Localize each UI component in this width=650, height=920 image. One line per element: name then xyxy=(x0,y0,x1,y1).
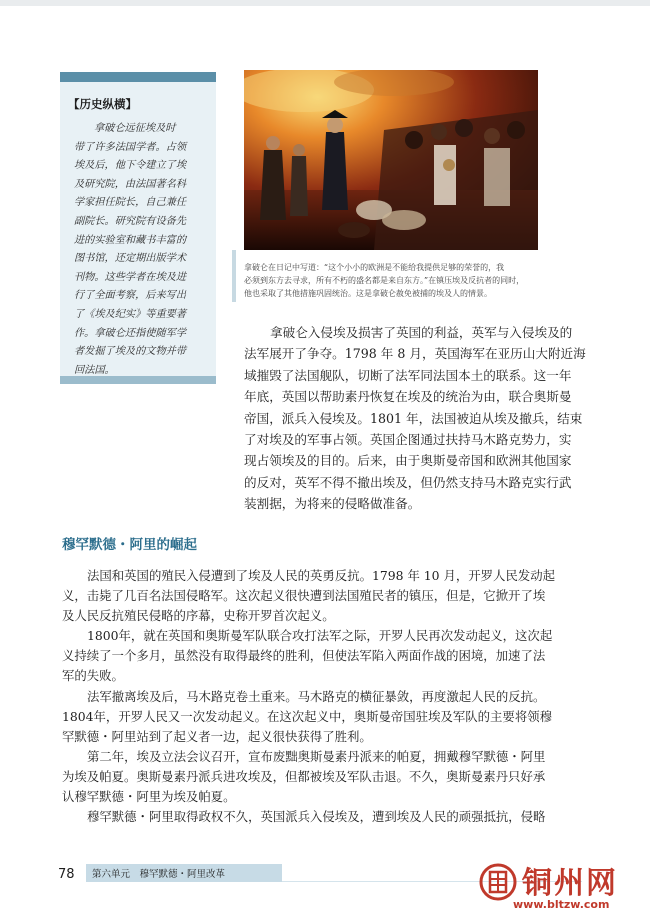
caption-line: 必须到东方去寻求，所有不朽的盛名都是来自东方。”在镇压埃及反抗者的同时， xyxy=(244,276,525,285)
sidebar-line: 及研究院，由法国著名科 xyxy=(74,178,187,190)
sidebar-bottom-bar xyxy=(60,376,216,384)
body-line: 及人民反抗殖民侵略的序幕，史称开罗首次起义。 xyxy=(62,608,335,624)
body-line: 罕默德・阿里站到了起义者一边，起义很快获得了胜利。 xyxy=(62,728,372,744)
paragraph-line: 装割据，为将来的侵略做准备。 xyxy=(244,496,421,512)
paragraph-line: 年底，英国以帮助素丹恢复在埃及的统治为由，联合奥斯曼 xyxy=(244,389,572,405)
sidebar-line: 带了许多法国学者。占领 xyxy=(74,141,187,153)
sidebar-line: 刊物。这些学者在埃及进 xyxy=(74,271,187,283)
paragraph-british-french-rivalry xyxy=(244,322,586,515)
paragraph-line: 域摧毁了法国舰队，切断了法军同法国本土的联系。这一年 xyxy=(244,367,572,383)
paragraph-line: 的反对，英军不得不撤出埃及，但仍然支持马木路克实行武 xyxy=(244,474,572,490)
sidebar-line: 副院长。研究院有设备先 xyxy=(74,215,187,227)
page-top-shade xyxy=(0,0,650,6)
paragraph-line: 法军展开了争夺。1798 年 8 月，英国海军在亚历山大附近海 xyxy=(244,346,586,362)
sidebar-line: 了《埃及纪实》等重要著 xyxy=(74,308,187,320)
watermark-logo-icon xyxy=(478,862,518,902)
figure-caption xyxy=(244,261,564,300)
page-number: 78 xyxy=(58,867,75,882)
paragraph-line: 现占领埃及的目的。后来，由于奥斯曼帝国和欧洲其他国家 xyxy=(244,453,572,469)
sidebar-line: 进的实验室和藏书丰富的 xyxy=(74,234,187,246)
body-line: 法国和英国的殖民入侵遭到了埃及人民的英勇反抗。1798 年 10 月，开罗人民发动起 xyxy=(87,568,556,583)
watermark-url: www.bltzw.com xyxy=(513,898,610,911)
sidebar-line: 图书馆，还定期出版学术 xyxy=(74,253,187,265)
paragraph-line: 拿破仑入侵埃及损害了英国的利益，英军与入侵埃及的 xyxy=(270,325,573,340)
paragraph-line: 帝国，派兵入侵埃及。1801 年，法国被迫从埃及撤兵，结束 xyxy=(244,410,583,426)
caption-line: 拿破仑在日记中写道：“这个小小的欧洲是不能给我提供足够的荣誉的，我 xyxy=(244,263,505,272)
sidebar-line: 埃及后，他下令建立了埃 xyxy=(74,160,187,172)
sidebar-text xyxy=(74,120,208,380)
body-line: 军的失败。 xyxy=(62,668,124,684)
sidebar-line: 拿破仑远征埃及时 xyxy=(94,123,176,134)
footer-unit-label: 第六单元 穆罕默德・阿里改革 xyxy=(92,869,226,880)
section-body xyxy=(62,566,588,827)
body-line: 1804年，开罗人民又一次发动起义。在这次起义中，奥斯曼帝国驻埃及军队的主要将领穆 xyxy=(62,708,552,724)
body-line: 第二年，埃及立法会议召开，宣布废黜奥斯曼素丹派来的帕夏，拥戴穆罕默德・阿里 xyxy=(87,748,546,764)
sidebar-title: 【历史纵横】 xyxy=(68,97,137,111)
caption-line: 他也采取了其他措施巩固统治。这是拿破仑赦免被捕的埃及人的情景。 xyxy=(244,289,492,298)
body-line: 认穆罕默德・阿里为埃及帕夏。 xyxy=(62,789,236,805)
paragraph-line: 了对埃及的军事占领。英国企图通过扶持马木路克势力，实 xyxy=(244,432,572,448)
body-line: 义，击毙了几百名法国侵略军。这次起义很快遭到法国殖民者的镇压，但是，它掀开了埃 xyxy=(62,588,546,604)
sidebar-line: 作。拿破仑还指使随军学 xyxy=(74,327,187,339)
body-line: 为埃及帕夏。奥斯曼素丹派兵进攻埃及，但都被埃及军队击退。不久，奥斯曼素丹只好承 xyxy=(62,768,546,784)
body-line: 法军撤离埃及后，马木路克卷土重来。马木路克的横征暴敛，再度激起人民的反抗。 xyxy=(87,688,546,704)
body-line: 义持续了一个多月，虽然没有取得最终的胜利，但使法军陷入两面作战的困境，加速了法 xyxy=(62,648,546,664)
sidebar-line: 回法国。 xyxy=(74,364,115,376)
napoleon-painting-image xyxy=(244,70,538,250)
sidebar-line: 行了全面考察，后来写出 xyxy=(74,290,187,302)
body-line: 穆罕默德・阿里取得政权不久，英国派兵入侵埃及，遭到埃及人民的顽强抵抗，侵略 xyxy=(87,809,546,825)
sidebar-line: 学家担任院长，自己兼任 xyxy=(74,197,187,209)
sidebar-line: 者发掘了埃及的文物并带 xyxy=(74,346,187,358)
history-sidebar-box xyxy=(60,72,216,384)
watermark-site-name: 铜州网 xyxy=(522,866,618,901)
body-line: 1800年，就在英国和奥斯曼军队联合攻打法军之际，开罗人民再次发动起义，这次起 xyxy=(87,628,553,644)
section-heading: 穆罕默德・阿里的崛起 xyxy=(62,537,197,553)
caption-rule xyxy=(232,250,236,302)
